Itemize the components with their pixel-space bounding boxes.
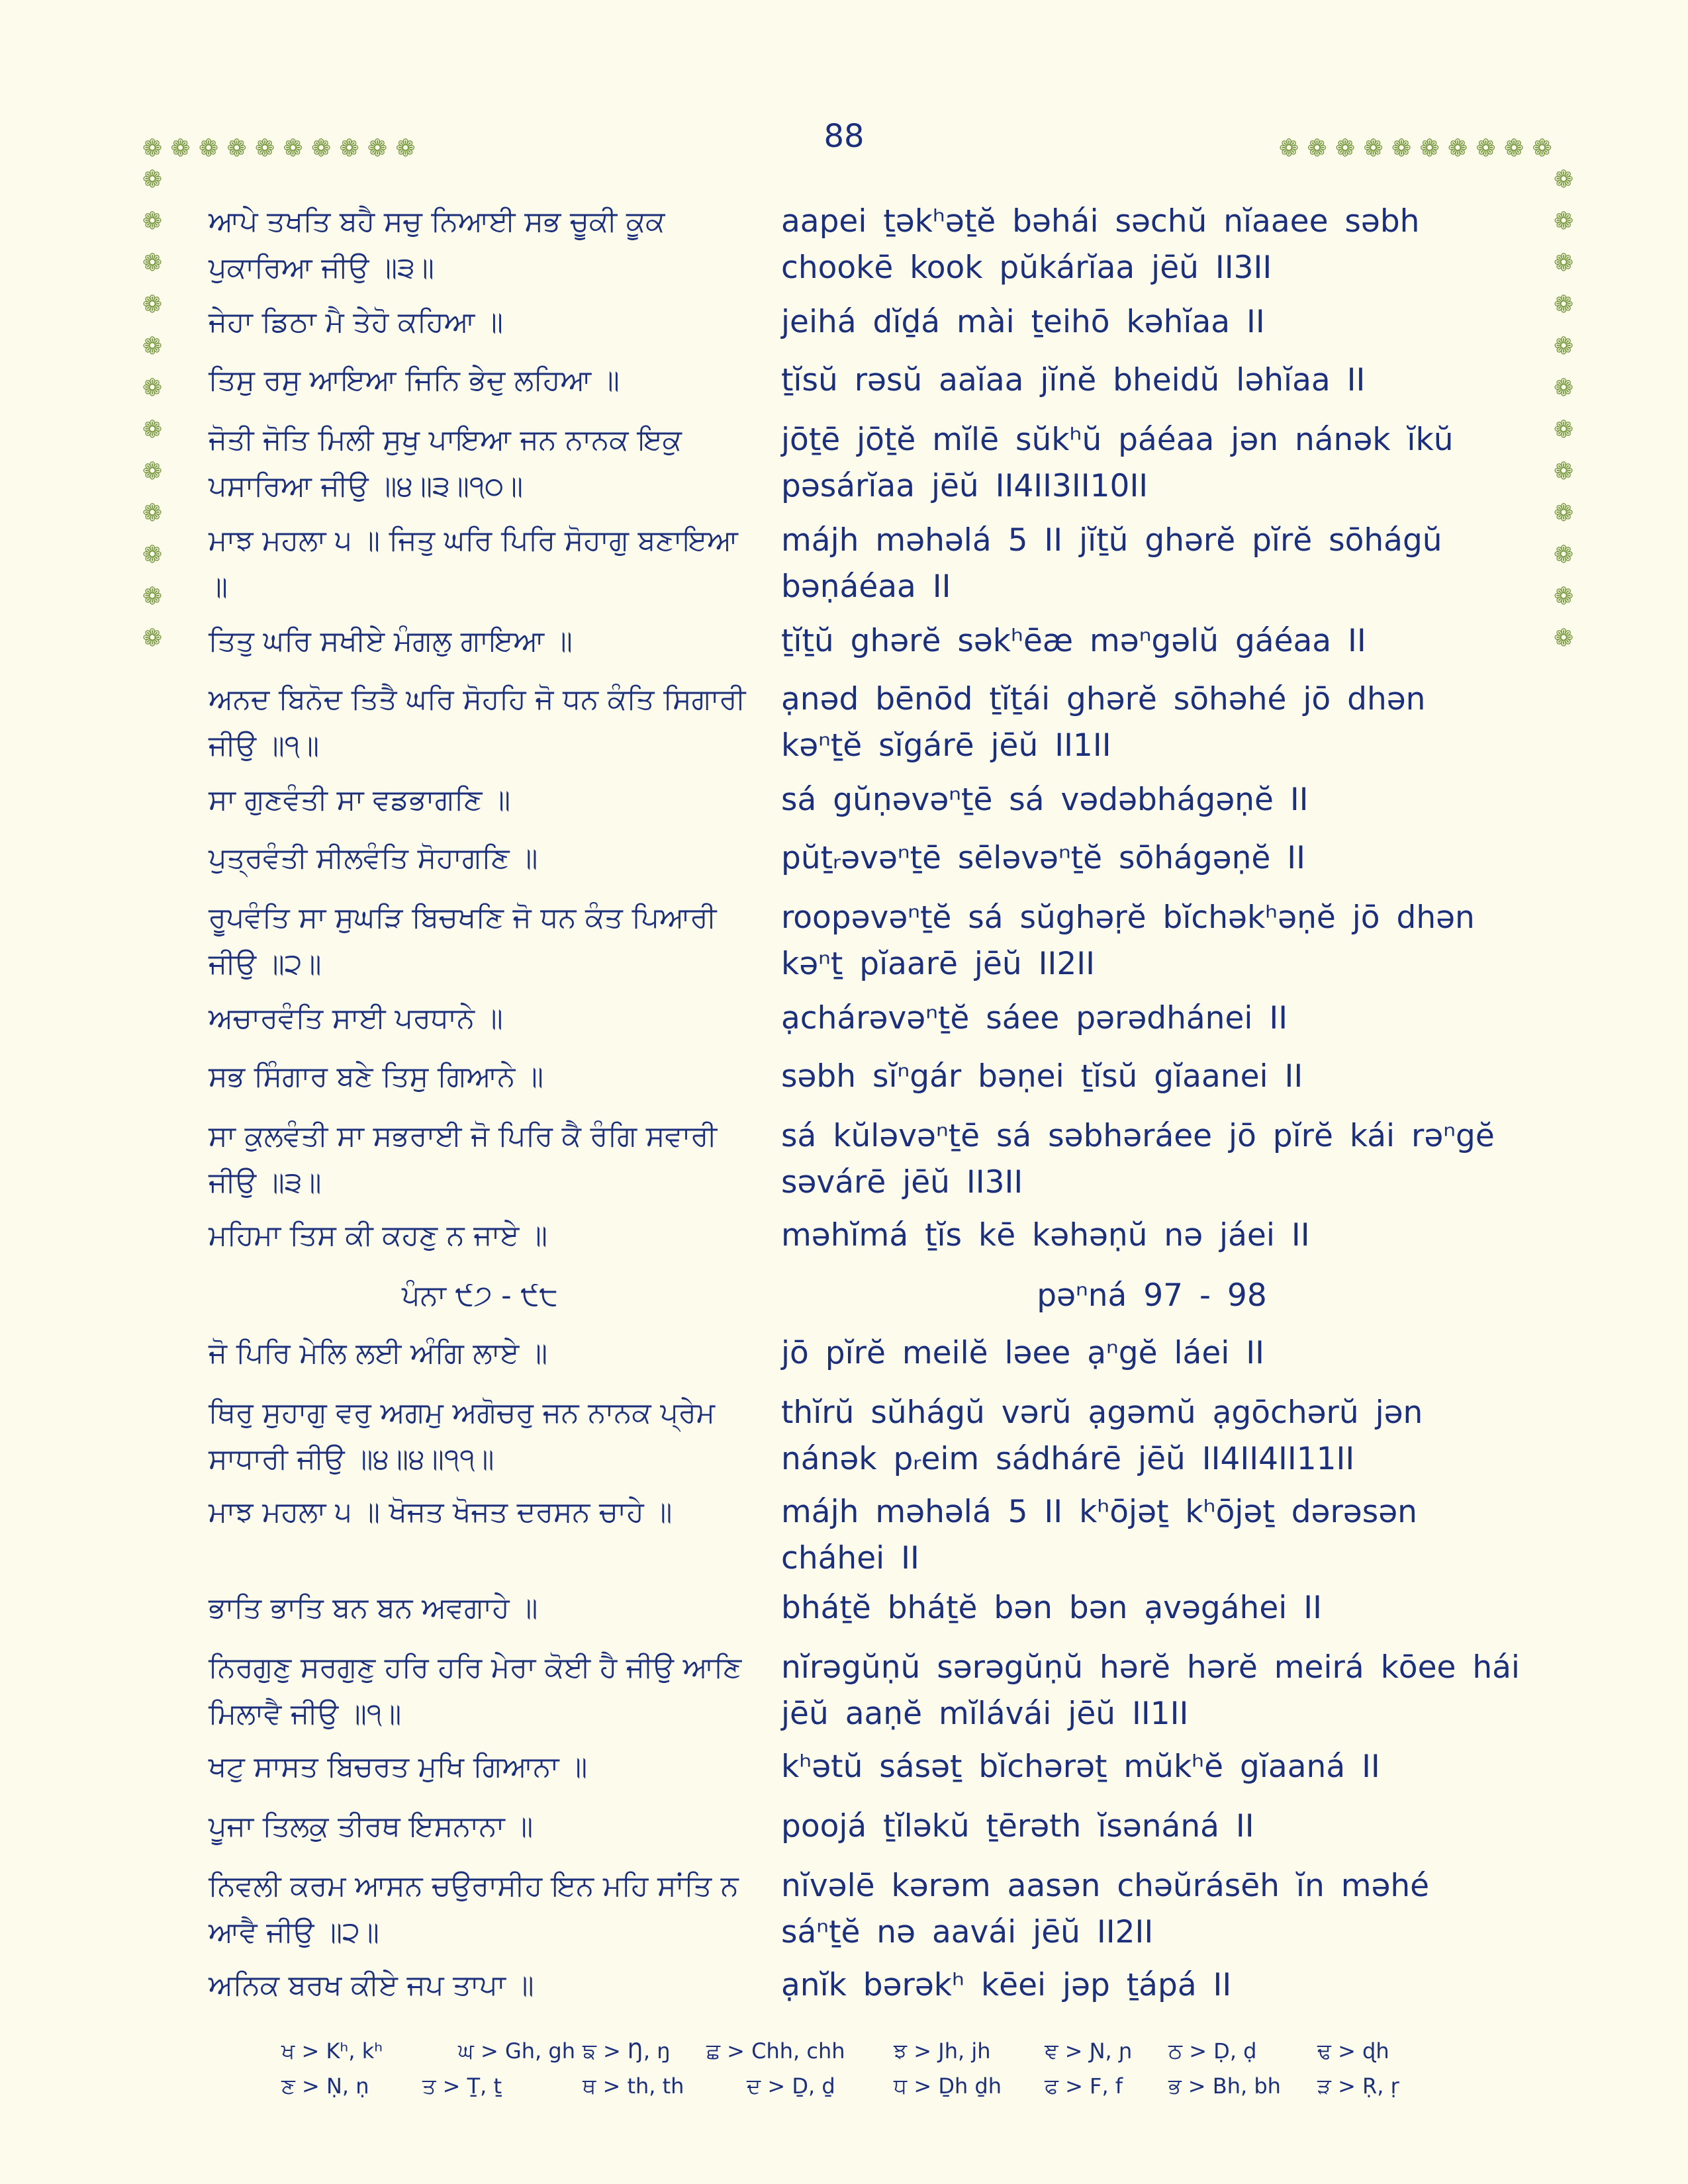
flower-icon: ❁ <box>142 583 163 610</box>
legend-item: ਖ > Kʰ, kʰ <box>281 2038 383 2064</box>
transliteration-line: sá gŭṇəvəⁿṯē sá vədəbhágəṇĕ II <box>781 782 1309 818</box>
transliteration-line: kʰətŭ sásəṯ bĭchərəṯ mŭkʰĕ gĭaaná II <box>781 1749 1380 1785</box>
flower-icon: ❁ <box>1476 135 1496 162</box>
gurmukhi-line: ਆਪੇ ਤਖਤਿ ਬਹੈ ਸਚੁ ਨਿਆਈ ਸਭ ਚੂਕੀ ਕੂਕ ਪੁਕਾਰਿਆ ਜੀਉ ॥੩॥ <box>209 205 665 285</box>
gurmukhi-line: ਪੁਤ੍ਰਵੰਤੀ ਸੀਲਵੰਤਿ ਸੋਹਾਗਣਿ ॥ <box>209 842 538 875</box>
gurmukhi-line: ਸਾ ਕੁਲਵੰਤੀ ਸਾ ਸਭਰਾਈ ਜੋ ਪਿਰਿ ਕੈ ਰੰਗਿ ਸਵਾਰੀ ਜੀਉ ॥੩॥ <box>209 1120 718 1199</box>
legend-item: ਞ > Ɲ, ɲ <box>1045 2038 1133 2064</box>
flower-icon: ❁ <box>1554 291 1574 318</box>
gurmukhi-line: ਨਿਵਲੀ ਕਰਮ ਆਸਨ ਚਉਰਾਸੀਹ ਇਨ ਮਹਿ ਸਾਂਤਿ ਨ ਆਵੈ ਜੀਉ ॥੨॥ <box>209 1870 739 1949</box>
gurmukhi-line: ਅਨਦ ਬਿਨੋਦ ਤਿਤੈ ਘਰਿ ਸੋਹਹਿ ਜੋ ਧਨ ਕੰਤਿ ਸਿਗਾਰੀ ਜੀਉ ॥੧॥ <box>209 683 746 762</box>
flower-icon: ❁ <box>1554 250 1574 277</box>
gurmukhi-line: ਰੂਪਵੰਤਿ ਸਾ ਸੁਘੜਿ ਬਿਚਖਣਿ ਜੋ ਧਨ ਕੰਤ ਪਿਆਰੀ ਜੀਉ ॥੨॥ <box>209 901 717 981</box>
flower-icon: ❁ <box>1554 458 1574 485</box>
transliteration-line: sá kŭləvəⁿṯē sá səbhəráee jō pĭrĕ kái rəⁿgĕ səvárē jēŭ II3II <box>781 1118 1495 1201</box>
gurmukhi-line: ਸਾ ਗੁਣਵੰਤੀ ਸਾ ਵਡਭਾਗਣਿ ॥ <box>209 784 511 817</box>
gurmukhi-line: ਜੇਹਾ ਡਿਠਾ ਮੈ ਤੇਹੋ ਕਹਿਆ ॥ <box>209 306 504 339</box>
legend-item: ਛ > Chh, chh <box>706 2038 845 2064</box>
transliteration-line: bháṯĕ bháṯĕ bən bən ạvəgáhei II <box>781 1590 1322 1626</box>
transliteration-line: poojá ṯĭləkŭ ṯērəth ĭsənáná II <box>781 1808 1254 1844</box>
flower-icon: ❁ <box>1307 135 1327 162</box>
flower-icon: ❁ <box>1363 135 1383 162</box>
flower-icon: ❁ <box>1391 135 1412 162</box>
flower-icon: ❁ <box>1554 583 1574 610</box>
flower-icon: ❁ <box>142 541 163 569</box>
legend-item: ਧ > Ḏh ḏh <box>894 2073 1002 2099</box>
flower-icon: ❁ <box>1554 333 1574 360</box>
gurmukhi-line: ਥਿਰੁ ਸੁਹਾਗੁ ਵਰੁ ਅਗਮੁ ਅਗੋਚਰੁ ਜਨ ਨਾਨਕ ਪ੍ਰੇਮ ਸਾਧਾਰੀ ਜੀਉ ॥੪॥੪॥੧੧॥ <box>209 1396 716 1476</box>
gurmukhi-line: ਅਨਿਕ ਬਰਖ ਕੀਏ ਜਪ ਤਾਪਾ ॥ <box>209 1969 534 2002</box>
flower-icon: ❁ <box>339 135 359 162</box>
gurmukhi-line: ਮਾਝ ਮਹਲਾ ੫ ॥ ਜਿਤੁ ਘਰਿ ਪਿਰਿ ਸੋਹਾਗੁ ਬਣਾਇਆ ॥ <box>209 524 738 604</box>
flower-icon: ❁ <box>226 135 247 162</box>
flower-icon: ❁ <box>142 250 163 277</box>
transliteration-line: ạnĭk bərəkʰ kēei jəp ṯápá II <box>781 1967 1232 2003</box>
legend-item: ਘ > Gh, gh <box>458 2038 575 2064</box>
flower-icon: ❁ <box>1554 208 1574 235</box>
transliteration-line: thĭrŭ sŭhágŭ vərŭ ạgəmŭ ạgōchərŭ jən nánək pᵣeim sádhárē jēŭ II4II4II11II <box>781 1394 1423 1477</box>
gurmukhi-line: ਤਿਸੁ ਰਸੁ ਆਇਆ ਜਿਨਿ ਭੇਦੁ ਲਹਿਆ ॥ <box>209 364 620 397</box>
flower-icon: ❁ <box>170 135 191 162</box>
flower-icon: ❁ <box>1554 375 1574 402</box>
gurmukhi-line: ਜੋਤੀ ਜੋਤਿ ਮਿਲੀ ਸੁਖੁ ਪਾਇਆ ਜਨ ਨਾਨਕ ਇਕੁ ਪਸਾਰਿਆ ਜੀਉ ॥੪॥੩॥੧੦॥ <box>209 424 682 503</box>
flower-icon: ❁ <box>142 625 163 652</box>
transliteration-line: nĭrəgŭṇŭ sərəgŭṇŭ hərĕ hərĕ meirá kōee hái jēŭ aaṇĕ mĭlávái jēŭ II1II <box>781 1649 1520 1732</box>
legend-item: ਢ > ɖh <box>1317 2038 1389 2064</box>
flower-icon: ❁ <box>1448 135 1468 162</box>
legend-item: ਙ > Ŋ, ŋ <box>583 2038 671 2064</box>
transliteration-line: ạchárəvəⁿṯĕ sáee pərədhánei II <box>781 1000 1288 1036</box>
flower-icon: ❁ <box>1419 135 1440 162</box>
flower-icon: ❁ <box>1504 135 1524 162</box>
transliteration-line: jeihá dĭḏá mài ṯeihō kəhĭaa II <box>781 304 1265 340</box>
flower-icon: ❁ <box>1554 500 1574 527</box>
flower-icon: ❁ <box>1279 135 1299 162</box>
transliteration-line: pŭṯᵣəvəⁿṯē sēləvəⁿṯĕ sōhágəṇĕ II <box>781 840 1305 876</box>
legend-item: ਫ > F, f <box>1045 2073 1123 2099</box>
gurmukhi-line: ਸਭ ਸਿੰਗਾਰ ਬਣੇ ਤਿਸੁ ਗਿਆਨੇ ॥ <box>209 1060 543 1093</box>
page-number: 88 <box>823 118 865 155</box>
transliteration-line: səbh sĭⁿgár bəṇei ṯĭsŭ gĭaanei II <box>781 1058 1303 1095</box>
flower-icon: ❁ <box>142 333 163 360</box>
flower-icon: ❁ <box>395 135 416 162</box>
gurmukhi-line: ਪੂਜਾ ਤਿਲਕੁ ਤੀਰਥ ਇਸਨਾਨਾ ॥ <box>209 1810 534 1843</box>
transliteration-line: ạnəd bēnōd ṯĭṯái ghərĕ sōhəhé jō dhən kəⁿṯĕ sĭgárē jēŭ II1II <box>781 681 1426 764</box>
legend-item: ਤ > Ṯ, ṯ <box>422 2073 502 2099</box>
page-marker-gurmukhi: ਪੰਨਾ ੯੭ - ੯੮ <box>402 1279 558 1312</box>
flower-icon: ❁ <box>1554 416 1574 443</box>
flower-icon: ❁ <box>1554 166 1574 193</box>
flower-icon: ❁ <box>311 135 332 162</box>
legend-item: ਝ > Jh, jh <box>894 2038 991 2064</box>
transliteration-line: májh məhəlá 5 II kʰōjəṯ kʰōjəṯ dərəsən cháhei II <box>781 1494 1417 1576</box>
gurmukhi-line: ਨਿਰਗੁਣੁ ਸਰਗੁਣੁ ਹਰਿ ਹਰਿ ਮੇਰਾ ਕੋਈ ਹੈ ਜੀਉ ਆਣਿ ਮਿਲਾਵੈ ਜੀਉ ॥੧॥ <box>209 1651 742 1731</box>
transliteration-line: aapei ṯəkʰəṯĕ bəhái səchŭ nĭaaee səbh chookē kook pŭkárĭaa jēŭ II3II <box>781 203 1420 286</box>
gurmukhi-line: ਮਾਝ ਮਹਲਾ ੫ ॥ ਖੋਜਤ ਖੋਜਤ ਦਰਸਨ ਚਾਹੇ ॥ <box>209 1496 673 1529</box>
flower-icon: ❁ <box>142 291 163 318</box>
flower-icon: ❁ <box>142 166 163 193</box>
flower-icon: ❁ <box>1335 135 1356 162</box>
flower-icon: ❁ <box>142 375 163 402</box>
legend-item: ਭ > Bh, bh <box>1168 2073 1281 2099</box>
transliteration-line: məhĭmá ṯĭs kē kəhəṇŭ nə jáei II <box>781 1217 1310 1253</box>
flower-icon: ❁ <box>142 208 163 235</box>
legend-item: ੜ > Ṛ, ṛ <box>1317 2073 1399 2099</box>
flower-icon: ❁ <box>1554 625 1574 652</box>
gurmukhi-line: ਤਿਤੁ ਘਰਿ ਸਖੀਏ ਮੰਗਲੁ ਗਾਇਆ ॥ <box>209 625 573 658</box>
transliteration-line: jō pĭrĕ meilĕ ləee ạⁿgĕ láei II <box>781 1335 1264 1371</box>
gurmukhi-line: ਜੋ ਪਿਰਿ ਮੇਲਿ ਲਈ ਅੰਗਿ ਲਾਏ ॥ <box>209 1337 548 1370</box>
flower-icon: ❁ <box>255 135 275 162</box>
transliteration-line: ṯĭsŭ rəsŭ aaĭaa jĭnĕ bheidŭ ləhĭaa II <box>781 362 1366 398</box>
gurmukhi-line: ਖਟੁ ਸਾਸਤ ਬਿਚਰਤ ਮੁਖਿ ਗਿਆਨਾ ॥ <box>209 1751 588 1784</box>
legend-item: ਦ > Ḏ, ḏ <box>747 2073 835 2099</box>
flower-icon: ❁ <box>283 135 303 162</box>
gurmukhi-line: ਭਾਤਿ ਭਾਤਿ ਬਨ ਬਨ ਅਵਗਾਹੇ ॥ <box>209 1592 538 1625</box>
gurmukhi-line: ਮਹਿਮਾ ਤਿਸ ਕੀ ਕਹਣੁ ਨ ਜਾਏ ॥ <box>209 1219 547 1252</box>
flower-icon: ❁ <box>199 135 219 162</box>
transliteration-line: roopəvəⁿṯĕ sá sŭghəṛĕ bĭchəkʰəṇĕ jō dhən kəⁿṯ pĭaarē jēŭ II2II <box>781 899 1475 982</box>
flower-icon: ❁ <box>1532 135 1552 162</box>
transliteration-line: nĭvəlē kərəm aasən chəŭrásēh ĭn məhé sáⁿṯĕ nə aavái jēŭ II2II <box>781 1868 1430 1950</box>
flower-icon: ❁ <box>142 458 163 485</box>
flower-icon: ❁ <box>367 135 388 162</box>
legend-item: ਠ > Ḍ, ḍ <box>1168 2038 1257 2064</box>
gurmukhi-line: ਅਚਾਰਵੰਤਿ ਸਾਈ ਪਰਧਾਨੇ ॥ <box>209 1002 503 1035</box>
flower-icon: ❁ <box>142 500 163 527</box>
transliteration-line: ṯĭṯŭ ghərĕ səkʰēæ məⁿgəlŭ gáéaa II <box>781 623 1366 659</box>
legend-item: ਣ > Ṇ, ṇ <box>281 2073 369 2099</box>
transliteration-line: májh məhəlá 5 II jĭṯŭ ghərĕ pĭrĕ sōhágŭ bəṇáéaa II <box>781 522 1442 605</box>
flower-icon: ❁ <box>142 416 163 443</box>
flower-icon: ❁ <box>1554 541 1574 569</box>
flower-icon: ❁ <box>142 135 163 162</box>
transliteration-line: jōṯē jōṯĕ mĭlē sŭkʰŭ páéaa jən nánək ĭkŭ pəsárĭaa jēŭ II4II3II10II <box>781 422 1454 504</box>
legend-item: ਥ > th, th <box>583 2073 684 2099</box>
page-marker-transliteration: pəⁿná 97 - 98 <box>1037 1277 1267 1314</box>
